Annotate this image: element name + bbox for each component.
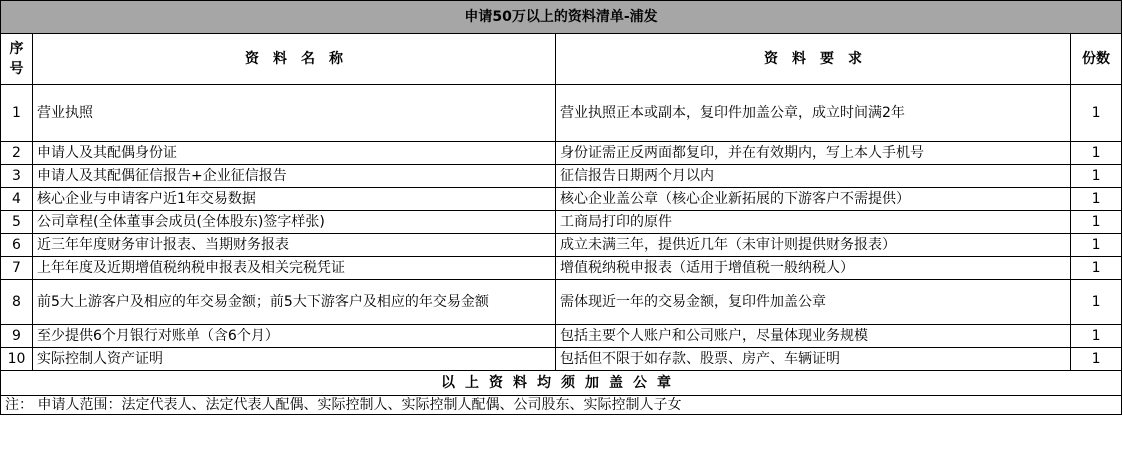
row-no: 6 [1, 234, 33, 257]
table-row [1, 325, 1122, 348]
row-name: 申请人及其配偶征信报告+企业征信报告 [33, 165, 556, 188]
row-requirement: 包括主要个人账户和公司账户，尽量体现业务规模 [556, 325, 1071, 348]
document-title: 申请50万以上的资料清单-浦发 [1, 1, 1122, 34]
table-row [1, 188, 1122, 211]
row-copies: 1 [1071, 325, 1122, 348]
row-requirement: 征信报告日期两个月以内 [556, 165, 1071, 188]
row-requirement: 身份证需正反两面都复印，并在有效期内，写上本人手机号 [556, 142, 1071, 165]
row-name: 实际控制人资产证明 [33, 348, 556, 371]
row-copies: 1 [1071, 188, 1122, 211]
table-row [1, 257, 1122, 280]
row-requirement: 增值税纳税申报表（适用于增值税一般纳税人） [556, 257, 1071, 280]
row-no: 3 [1, 165, 33, 188]
row-name: 核心企业与申请客户近1年交易数据 [33, 188, 556, 211]
row-requirement: 工商局打印的原件 [556, 211, 1071, 234]
header-row [1, 34, 1122, 85]
table-row [1, 348, 1122, 371]
row-requirement: 核心企业盖公章（核心企业新拓展的下游客户不需提供） [556, 188, 1071, 211]
row-name: 前5大上游客户及相应的年交易金额；前5大下游客户及相应的年交易金额 [33, 280, 556, 325]
row-no: 4 [1, 188, 33, 211]
table-row [1, 211, 1122, 234]
row-copies: 1 [1071, 257, 1122, 280]
table-row [1, 85, 1122, 142]
row-copies: 1 [1071, 142, 1122, 165]
header-name: 资 料 名 称 [33, 34, 556, 85]
row-copies: 1 [1071, 165, 1122, 188]
row-no: 10 [1, 348, 33, 371]
note-row [1, 396, 1122, 415]
row-name: 上年年度及近期增值税纳税申报表及相关完税凭证 [33, 257, 556, 280]
row-no: 2 [1, 142, 33, 165]
title-row [1, 1, 1122, 34]
row-name: 公司章程(全体董事会成员(全体股东)签字样张) [33, 211, 556, 234]
row-copies: 1 [1071, 348, 1122, 371]
row-no: 9 [1, 325, 33, 348]
row-no: 8 [1, 280, 33, 325]
row-copies: 1 [1071, 211, 1122, 234]
row-copies: 1 [1071, 234, 1122, 257]
header-no: 序号 [1, 34, 33, 85]
table-row [1, 142, 1122, 165]
row-requirement: 成立未满三年，提供近几年（未审计则提供财务报表） [556, 234, 1071, 257]
row-copies: 1 [1071, 85, 1122, 142]
table-row [1, 280, 1122, 325]
row-requirement: 营业执照正本或副本，复印件加盖公章，成立时间满2年 [556, 85, 1071, 142]
table-row [1, 234, 1122, 257]
row-name: 申请人及其配偶身份证 [33, 142, 556, 165]
row-name: 营业执照 [33, 85, 556, 142]
row-copies: 1 [1071, 280, 1122, 325]
footer-row [1, 371, 1122, 396]
footer-stamp-notice: 以上资料均须加盖公章 [1, 371, 1122, 396]
row-name: 近三年年度财务审计报表、当期财务报表 [33, 234, 556, 257]
row-no: 1 [1, 85, 33, 142]
row-no: 7 [1, 257, 33, 280]
row-requirement: 包括但不限于如存款、股票、房产、车辆证明 [556, 348, 1071, 371]
table-row [1, 165, 1122, 188]
row-requirement: 需体现近一年的交易金额，复印件加盖公章 [556, 280, 1071, 325]
row-name: 至少提供6个月银行对账单（含6个月） [33, 325, 556, 348]
header-requirement: 资 料 要 求 [556, 34, 1071, 85]
applicant-scope-note: 注： 申请人范围：法定代表人、法定代表人配偶、实际控制人、实际控制人配偶、公司股东、实际控制人子女 [1, 396, 1122, 415]
header-copies: 份数 [1071, 34, 1122, 85]
row-no: 5 [1, 211, 33, 234]
